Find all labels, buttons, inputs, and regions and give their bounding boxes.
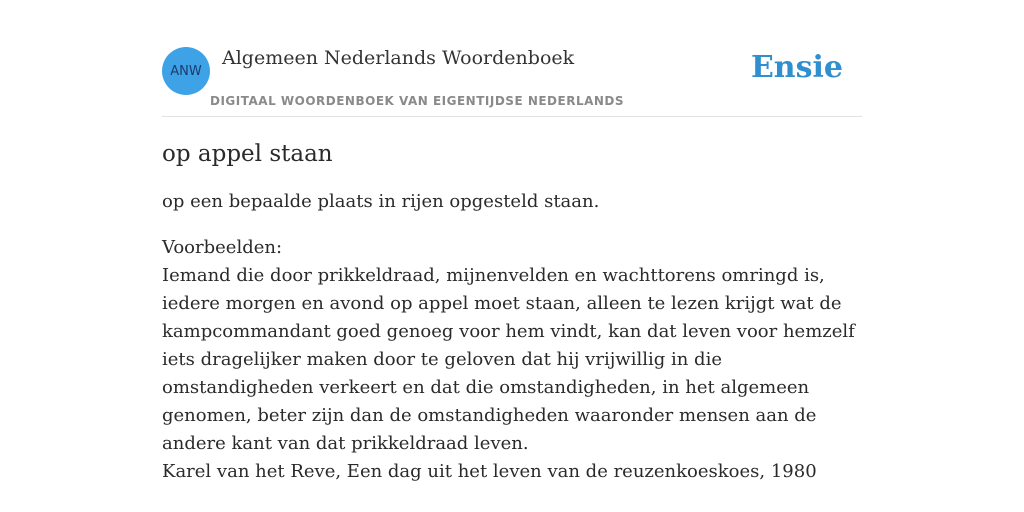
- entry-content: [162, 138, 862, 486]
- logo-text: ANW: [170, 63, 202, 79]
- site-header: [162, 46, 862, 117]
- example-quote: Iemand die door prikkeldraad, mijnenvelden en wachttorens omringd is, iedere morgen en avond op appel moet staan, alleen te lezen krijgt wat de kampcommandant goed genoeg voor hem vindt, kan dat leven voor hemzelf iets dragelijker maken door te geloven dat hij vrijwillig in die omstandigheden verkeert en dat die omstandigheden, in het algemeen genomen, beter zijn dan de omstandigheden waaronder mensen aan de andere kant van dat prikkeldraad leven.: [162, 265, 855, 454]
- example-source: Karel van het Reve, Een dag uit het leven van de reuzenkoeskoes, 1980: [162, 461, 817, 482]
- examples-section: [162, 234, 862, 486]
- examples-label: Voorbeelden:: [162, 237, 283, 258]
- site-subtitle: DIGITAAL WOORDENBOEK VAN EIGENTIJDSE NEDERLANDS: [210, 94, 625, 108]
- ensie-brand-link[interactable]: Ensie: [750, 50, 843, 85]
- anw-logo[interactable]: [162, 47, 210, 95]
- entry-term: op appel staan: [162, 141, 333, 167]
- entry-definition: op een bepaalde plaats in rijen opgesteld staan.: [162, 191, 600, 212]
- site-title[interactable]: Algemeen Nederlands Woordenboek: [222, 47, 575, 69]
